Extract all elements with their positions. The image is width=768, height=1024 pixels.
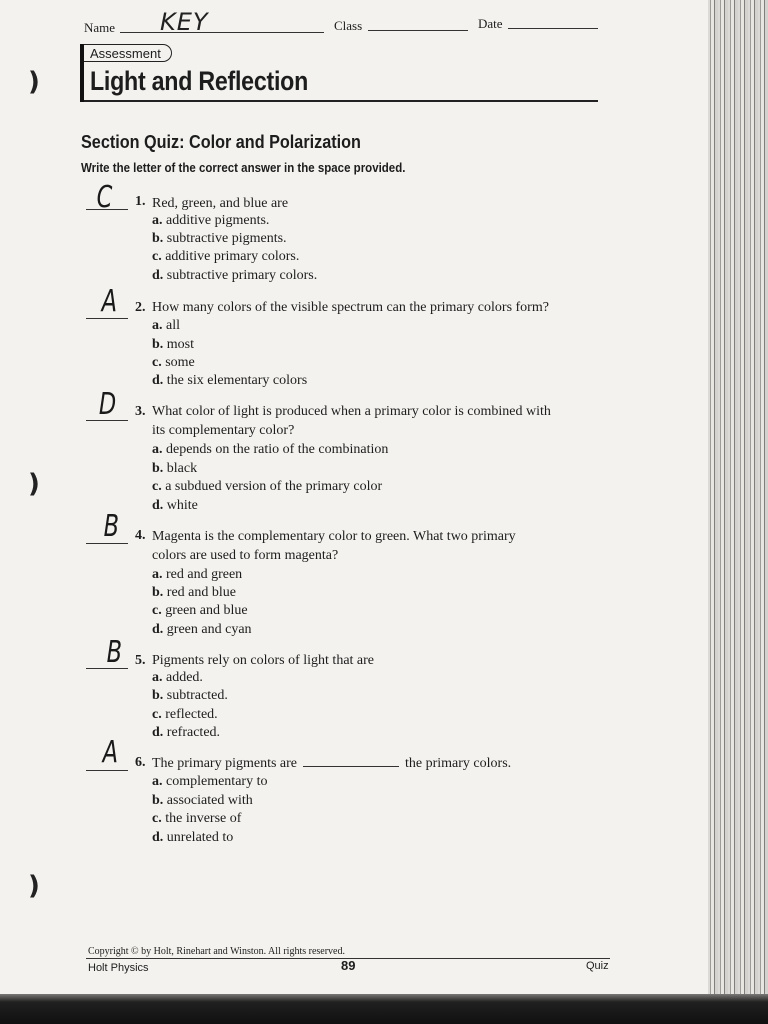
binder-hole-mark: ) <box>28 469 40 499</box>
question-text: What color of light is produced when a primary color is combined with its complementary color? <box>152 404 551 438</box>
choice-c: c. the inverse of <box>152 811 242 826</box>
answer-handwritten: A <box>102 735 118 770</box>
choice-d: d. the six elementary colors <box>152 373 308 388</box>
choice-c: c. green and blue <box>152 603 248 618</box>
choice-d: d. unrelated to <box>152 830 234 845</box>
choice-a: a. complementary to <box>152 774 268 789</box>
binder-hole-mark: ) <box>28 871 40 901</box>
copyright-notice: Copyright © by Holt, Rinehart and Winston. All rights reserved. <box>88 946 345 957</box>
question-number: 4. <box>135 528 146 543</box>
book-title: Holt Physics <box>88 962 149 974</box>
scan-edge-right <box>708 0 768 1000</box>
answer-handwritten: C <box>96 180 113 215</box>
date-label: Date <box>478 16 503 31</box>
instructions: Write the letter of the correct answer in the space provided. <box>81 161 406 175</box>
question-text: Red, green, and blue are <box>152 196 289 211</box>
choice-d: d. green and cyan <box>152 622 252 637</box>
question-number: 6. <box>135 755 146 770</box>
question-number: 1. <box>135 194 146 209</box>
fill-in-blank[interactable] <box>303 755 399 767</box>
question-text: The primary pigments are the primary colors. <box>152 756 512 771</box>
choice-c: c. reflected. <box>152 707 218 722</box>
page-title: Light and Reflection <box>90 66 309 96</box>
question-text: Magenta is the complementary color to green. What two primary colors are used to form magenta? <box>152 529 516 563</box>
question-text: Pigments rely on colors of light that are <box>152 653 375 668</box>
choice-c: c. a subdued version of the primary color <box>152 479 383 494</box>
name-label: Name <box>84 20 116 35</box>
choice-c: c. additive primary colors. <box>152 249 300 264</box>
choice-b: b. most <box>152 337 195 352</box>
scan-edge-bottom <box>0 994 768 1024</box>
name-value: KEY <box>160 8 209 36</box>
choice-a: a. additive pigments. <box>152 213 270 228</box>
name-field[interactable] <box>120 32 324 33</box>
class-label: Class <box>334 18 363 33</box>
title-divider <box>84 100 598 102</box>
date-field[interactable] <box>508 28 598 29</box>
assessment-tab: Assessment <box>84 44 172 62</box>
question-number: 2. <box>135 300 146 315</box>
page-number: 89 <box>341 958 356 973</box>
answer-handwritten: A <box>101 284 117 319</box>
answer-handwritten: B <box>106 635 123 670</box>
choice-d: d. subtractive primary colors. <box>152 268 318 283</box>
choice-b: b. red and blue <box>152 585 236 600</box>
answer-handwritten: B <box>103 509 120 544</box>
choice-a: a. all <box>152 318 180 333</box>
choice-b: b. black <box>152 461 198 476</box>
footer-label: Quiz <box>586 960 609 972</box>
choice-d: d. refracted. <box>152 725 221 740</box>
question-number: 3. <box>135 404 146 419</box>
binder-hole-mark: ) <box>28 67 40 97</box>
choice-b: b. subtracted. <box>152 688 228 703</box>
choice-b: b. associated with <box>152 793 253 808</box>
choice-b: b. subtractive pigments. <box>152 231 287 246</box>
choice-c: c. some <box>152 355 195 370</box>
choice-d: d. white <box>152 498 198 513</box>
question-number: 5. <box>135 653 146 668</box>
section-title: Section Quiz: Color and Polarization <box>81 132 361 152</box>
choice-a: a. depends on the ratio of the combination <box>152 442 389 457</box>
question-text: How many colors of the visible spectrum can the primary colors form? <box>152 300 549 315</box>
class-field[interactable] <box>368 30 468 31</box>
choice-a: a. added. <box>152 670 203 685</box>
answer-handwritten: D <box>98 387 117 422</box>
answer-blank[interactable] <box>86 770 128 771</box>
choice-a: a. red and green <box>152 567 243 582</box>
